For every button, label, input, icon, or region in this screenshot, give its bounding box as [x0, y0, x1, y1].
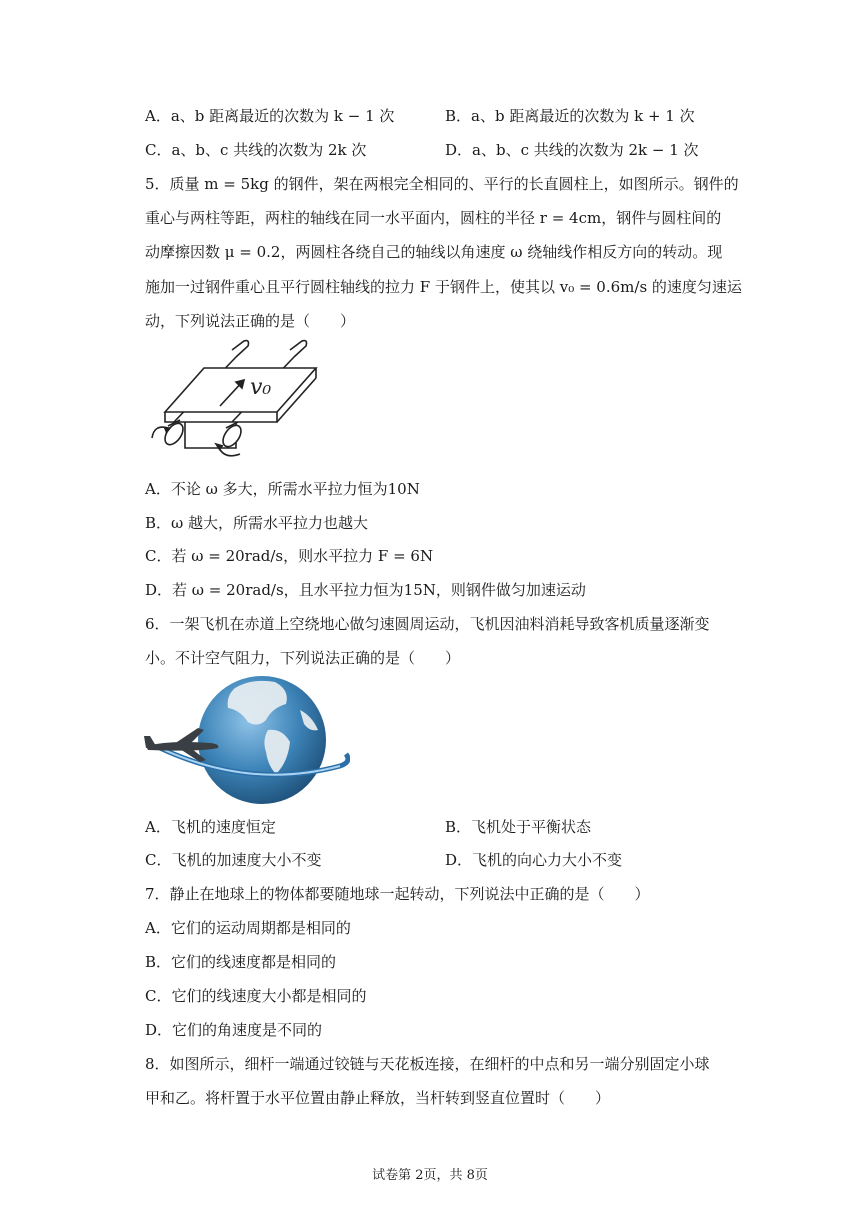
- q7-option-c: C．它们的线速度大小都是相同的: [145, 987, 367, 1005]
- q4-option-c: C．a、b、c 共线的次数为 2k 次: [145, 141, 367, 159]
- q5-option-c: C．若 ω = 20rad/s，则水平拉力 F = 6N: [145, 547, 434, 565]
- q6-option-c: C．飞机的加速度大小不变: [145, 851, 322, 869]
- q7-stem: 7．静止在地球上的物体都要随地球一起转动，下列说法中正确的是（ ）: [145, 885, 650, 903]
- q7-option-b: B．它们的线速度都是相同的: [145, 953, 337, 971]
- q5-stem-line-3: 动摩擦因数 μ = 0.2，两圆柱各绕自己的轴线以角速度 ω 绕轴线作相反方向的转动。现: [145, 243, 723, 261]
- q8-stem-line-1: 8．如图所示，细杆一端通过铰链与天花板连接，在细杆的中点和另一端分别固定小球: [145, 1055, 710, 1073]
- page-footer: 试卷第 2页，共 8页: [372, 1168, 488, 1183]
- q5-stem-line-2: 重心与两柱等距，两柱的轴线在同一水平面内，圆柱的半径 r = 4cm，钢件与圆柱间的: [145, 209, 722, 227]
- q4-option-a: A．a、b 距离最近的次数为 k − 1 次: [145, 107, 395, 125]
- q6-option-a: A．飞机的速度恒定: [145, 818, 276, 836]
- q5-steel-cylinder-figure: [140, 336, 330, 466]
- q5-option-b: B．ω 越大，所需水平拉力也越大: [145, 514, 369, 532]
- q6-airplane-globe-figure: [140, 670, 350, 810]
- q7-option-a: A．它们的运动周期都是相同的: [145, 919, 351, 937]
- q4-option-b: B．a、b 距离最近的次数为 k + 1 次: [445, 107, 695, 125]
- q6-option-d: D．飞机的向心力大小不变: [445, 851, 623, 869]
- q5-figure-label: v₀: [250, 375, 272, 400]
- q5-option-a: A．不论 ω 多大，所需水平拉力恒为10N: [145, 480, 420, 498]
- q7-option-d: D．它们的角速度是不同的: [145, 1021, 323, 1039]
- q5-option-d: D．若 ω = 20rad/s，且水平拉力恒为15N，则钢件做匀加速运动: [145, 581, 586, 599]
- q5-stem-line-4: 施加一过钢件重心且平行圆柱轴线的拉力 F 于钢件上，使其以 v₀ = 0.6m/s 的速度匀速运: [145, 278, 742, 296]
- q5-stem-line-5: 动，下列说法正确的是（ ）: [145, 312, 356, 330]
- q6-stem-line-2: 小。不计空气阻力，下列说法正确的是（ ）: [145, 649, 461, 667]
- q6-option-b: B．飞机处于平衡状态: [445, 818, 592, 836]
- q5-stem-line-1: 5．质量 m = 5kg 的钢件，架在两根完全相同的、平行的长直圆柱上，如图所示。钢件的: [145, 175, 739, 193]
- q6-stem-line-1: 6．一架飞机在赤道上空绕地心做匀速圆周运动，飞机因油料消耗导致客机质量逐渐变: [145, 615, 710, 633]
- q4-option-d: D．a、b、c 共线的次数为 2k − 1 次: [445, 141, 699, 159]
- q8-stem-line-2: 甲和乙。将杆置于水平位置由静止释放，当杆转到竖直位置时（ ）: [145, 1089, 611, 1107]
